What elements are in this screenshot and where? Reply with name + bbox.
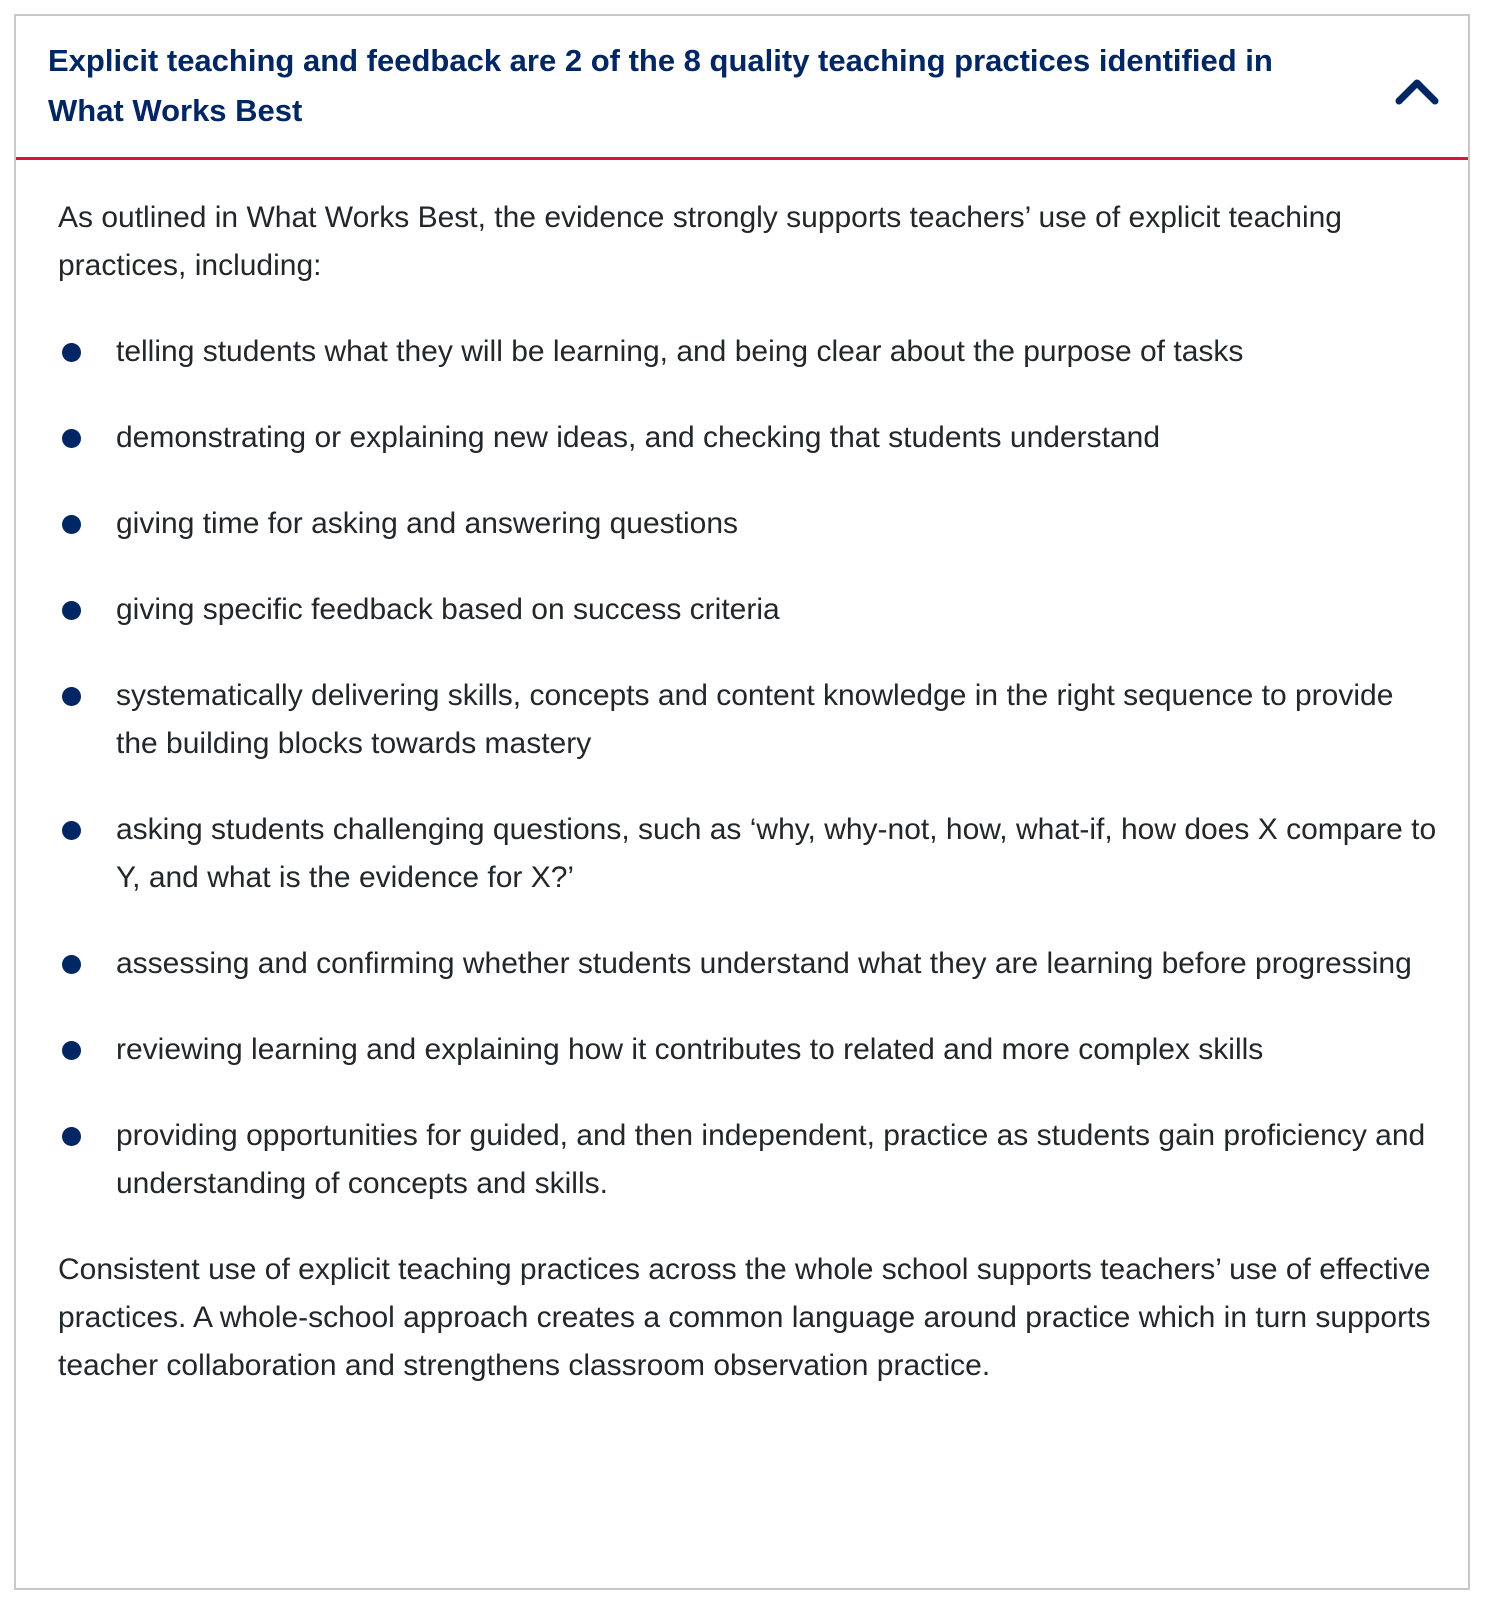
bullet-icon [62, 821, 81, 840]
accordion [14, 14, 1470, 1590]
bullet-icon [62, 343, 81, 362]
practices-list [58, 328, 1438, 1208]
list-item-text: systematically delivering skills, concepts and content knowledge in the right sequence to provide the building blocks towards mastery [116, 679, 1394, 760]
list-item-text: giving specific feedback based on success criteria [116, 593, 780, 626]
list-item-text: asking students challenging questions, such as ‘why, why-not, how, what-if, how does X compare to Y, and what is the evidence for X?’ [116, 813, 1437, 894]
list-item [58, 1026, 1438, 1074]
list-item [58, 940, 1438, 988]
list-item-text: reviewing learning and explaining how it contributes to related and more complex skills [116, 1033, 1264, 1066]
outro-paragraph: Consistent use of explicit teaching practices across the whole school supports teachers’ use of effective practices. A whole-school approach creates a common language around practice which in turn supports teacher collaboration and strengthens classroom observation practice. [58, 1253, 1431, 1382]
list-item [58, 806, 1438, 902]
chevron-up-icon [1395, 77, 1439, 105]
list-item [58, 1112, 1438, 1208]
bullet-icon [62, 429, 81, 448]
bullet-icon [62, 1041, 81, 1060]
bullet-icon [62, 515, 81, 534]
list-item-text: giving time for asking and answering questions [116, 507, 739, 540]
accordion-header[interactable] [16, 16, 1468, 160]
accordion-toggle-button[interactable] [1394, 74, 1440, 108]
bullet-icon [62, 955, 81, 974]
list-item-text: telling students what they will be learning, and being clear about the purpose of tasks [116, 335, 1244, 368]
list-item [58, 672, 1438, 768]
list-item-text: providing opportunities for guided, and then independent, practice as students gain proficiency and understanding of concepts and skills. [116, 1119, 1426, 1200]
accordion-title[interactable]: Explicit teaching and feedback are 2 of the 8 quality teaching practices identified in What Works Best [48, 43, 1273, 128]
list-item [58, 328, 1438, 376]
list-item-text: demonstrating or explaining new ideas, and checking that students understand [116, 421, 1161, 454]
list-item [58, 414, 1438, 462]
list-item-text: assessing and confirming whether students understand what they are learning before progressing [116, 947, 1412, 980]
bullet-icon [62, 601, 81, 620]
bullet-icon [62, 1127, 81, 1146]
bullet-icon [62, 687, 81, 706]
list-item [58, 500, 1438, 548]
intro-paragraph: As outlined in What Works Best, the evidence strongly supports teachers’ use of explicit teaching practices, including: [58, 201, 1342, 282]
accordion-body [58, 194, 1438, 1390]
list-item [58, 586, 1438, 634]
